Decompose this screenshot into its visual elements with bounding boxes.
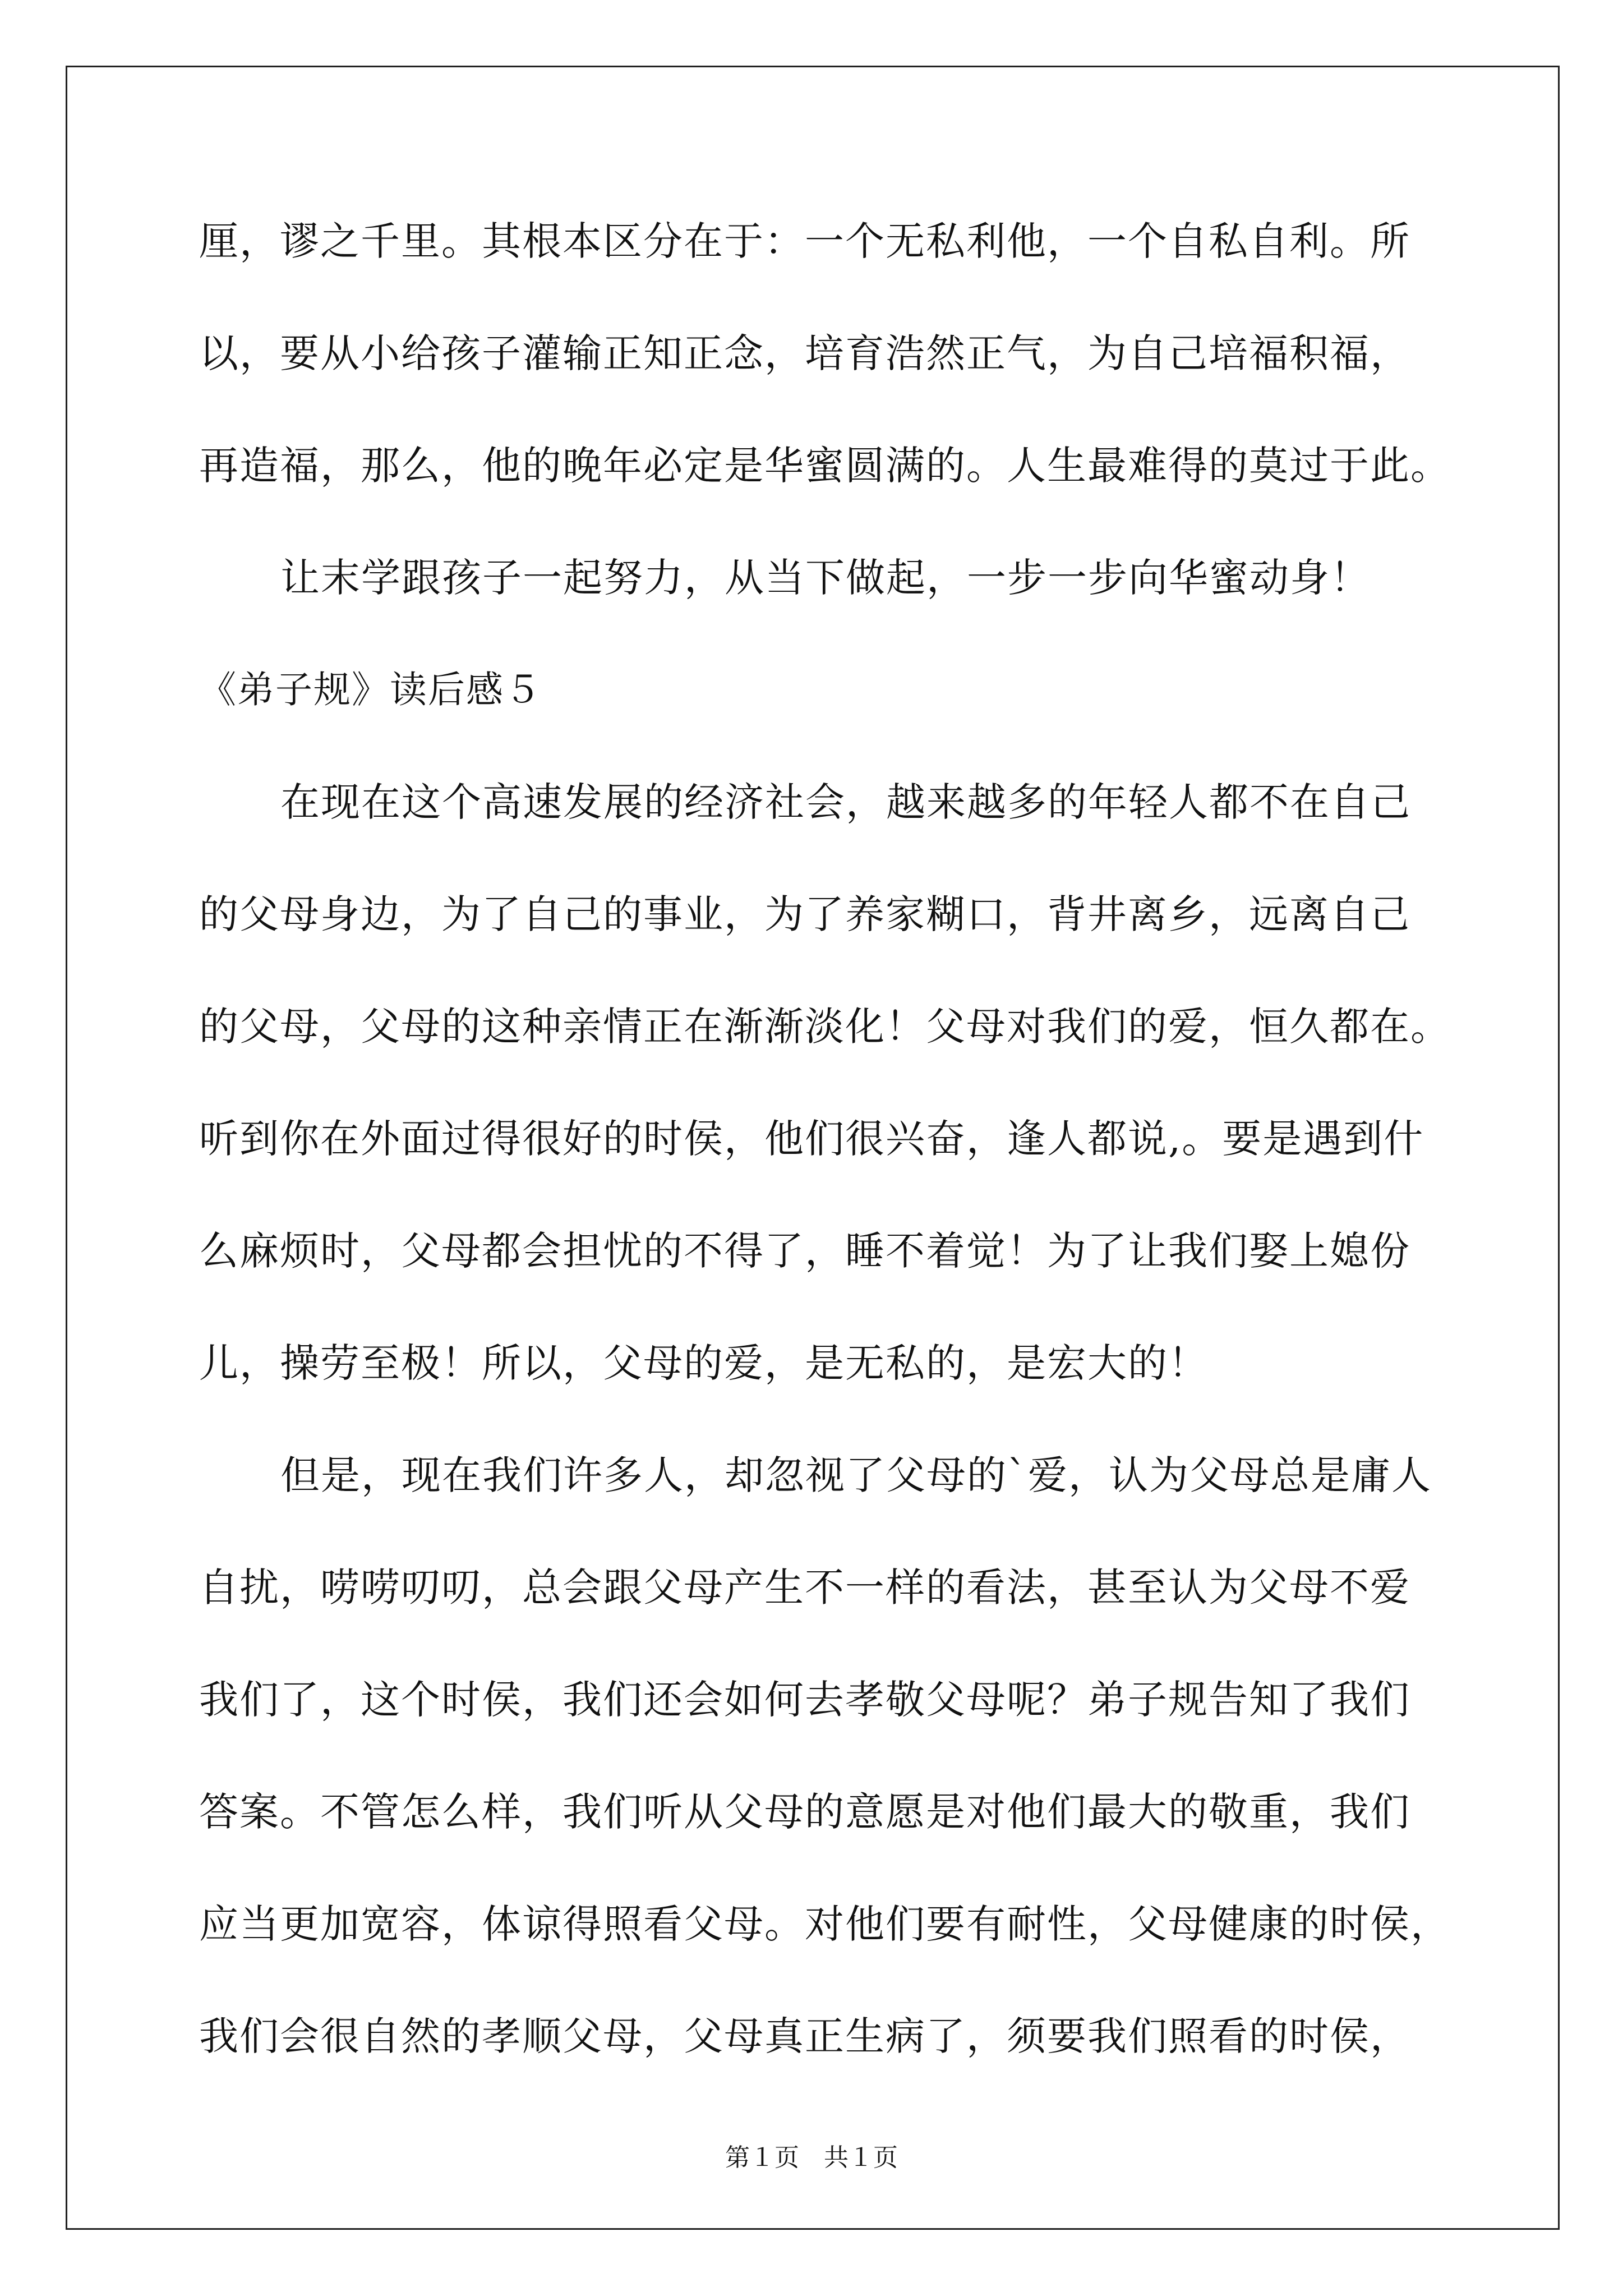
text-line: 的父母，父母的这种亲情正在渐渐淡化！父母对我们的爱，恒久都在。 — [199, 1004, 1451, 1050]
text-line: 么麻烦时，父母都会担忧的不得了，睡不着觉！为了让我们娶上媳份 — [199, 1228, 1410, 1274]
text-line: 应当更加宽容，体谅得照看父母。对他们要有耐性，父母健康的时侯， — [199, 1901, 1451, 1947]
text-line: 的父母身边，为了自己的事业，为了养家糊口，背井离乡，远离自己 — [199, 891, 1410, 937]
text-line: 答案。不管怎么样，我们听从父母的意愿是对他们最大的敬重，我们 — [199, 1789, 1410, 1835]
text-line: 听到你在外面过得很好的时侯，他们很兴奋，逢人都说,。要是遇到什 — [199, 1116, 1424, 1162]
text-line: 但是，现在我们许多人，却忽视了父母的`爱，认为父母总是庸人 — [280, 1452, 1432, 1498]
text-line: 厘，谬之千里。其根本区分在于：一个无私利他，一个自私自利。所 — [199, 218, 1410, 264]
text-line: 我们会很自然的孝顺父母，父母真正生病了，须要我们照看的时侯， — [199, 2013, 1410, 2059]
text-line: 在现在这个高速发展的经济社会，越来越多的年轻人都不在自己 — [280, 779, 1411, 825]
text-line: 我们了，这个时侯，我们还会如何去孝敬父母呢？弟子规告知了我们 — [199, 1677, 1410, 1723]
text-line: 以，要从小给孩子灌输正知正念，培育浩然正气，为自己培福积福， — [199, 330, 1410, 376]
section-heading: 《弟子规》读后感５ — [199, 668, 542, 711]
text-line: 让末学跟孩子一起努力，从当下做起，一步一步向华蜜动身！ — [280, 555, 1371, 601]
page-number: 第１页 共１页 — [725, 2143, 898, 2172]
document-body — [199, 185, 1451, 2092]
text-line: 再造福，那么，他的晚年必定是华蜜圆满的。人生最难得的莫过于此。 — [199, 443, 1451, 489]
text-line: 自扰，唠唠叨叨，总会跟父母产生不一样的看法，甚至认为父母不爱 — [199, 1565, 1410, 1611]
text-line: 儿，操劳至极！所以，父母的爱，是无私的，是宏大的！ — [199, 1340, 1209, 1386]
